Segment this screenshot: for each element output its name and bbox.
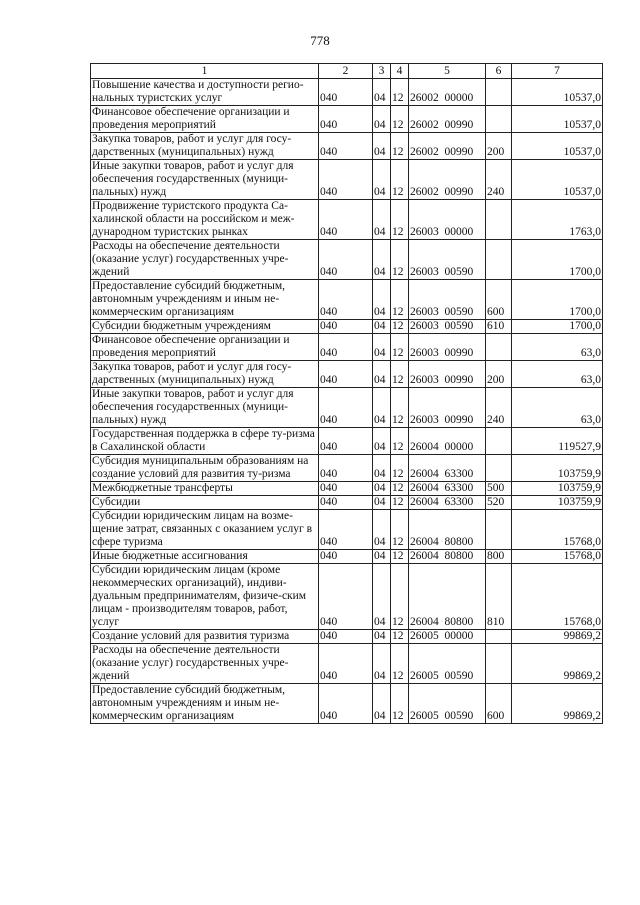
row-target-article: 26004 00000	[409, 428, 486, 455]
col-header-7: 7	[512, 64, 603, 79]
row-expense-type: 200	[486, 361, 512, 388]
row-amount: 15768,0	[512, 510, 603, 550]
row-expense-type	[486, 428, 512, 455]
row-target-article: 26002 00990	[409, 133, 486, 160]
row-amount: 10537,0	[512, 79, 603, 106]
row-amount: 10537,0	[512, 106, 603, 133]
row-expense-type: 500	[486, 482, 512, 496]
row-expense-type	[486, 630, 512, 644]
row-amount: 119527,9	[512, 428, 603, 455]
table-row	[91, 334, 603, 361]
table-row	[91, 482, 603, 496]
row-name: Повышение качества и доступности регио-нальных туристских услуг	[91, 79, 319, 106]
row-name: Государственная поддержка в сфере ту-ризма в Сахалинской области	[91, 428, 319, 455]
budget-table	[90, 63, 603, 724]
row-name: Предоставление субсидий бюджетным, автономным учреждениям и иным не-коммерческим организациям	[91, 280, 319, 320]
table-row	[91, 550, 603, 564]
row-name: Субсидии юридическим лицам (кроме некоммерческих организаций), индиви-дуальным предпринимателям, физиче-ским лицам - производителям товаров, работ, услуг	[91, 564, 319, 630]
row-section: 04	[373, 428, 391, 455]
row-name: Создание условий для развития туризма	[91, 630, 319, 644]
row-admin-code: 040	[319, 160, 373, 200]
table-row	[91, 79, 603, 106]
row-expense-type: 200	[486, 133, 512, 160]
row-amount: 1700,0	[512, 240, 603, 280]
row-subsection: 12	[391, 482, 409, 496]
row-target-article: 26003 00590	[409, 320, 486, 334]
row-section: 04	[373, 133, 391, 160]
row-amount: 63,0	[512, 334, 603, 361]
row-amount: 63,0	[512, 361, 603, 388]
row-expense-type	[486, 200, 512, 240]
row-amount: 15768,0	[512, 564, 603, 630]
page-number: 778	[310, 33, 330, 48]
row-target-article: 26004 63300	[409, 455, 486, 482]
row-section: 04	[373, 280, 391, 320]
table-row	[91, 564, 603, 630]
row-amount: 1700,0	[512, 320, 603, 334]
row-amount: 99869,2	[512, 684, 603, 724]
table-row	[91, 200, 603, 240]
row-amount: 63,0	[512, 388, 603, 428]
row-admin-code: 040	[319, 320, 373, 334]
row-name: Расходы на обеспечение деятельности (оказание услуг) государственных учре-ждений	[91, 240, 319, 280]
col-header-5: 5	[409, 64, 486, 79]
table-row	[91, 684, 603, 724]
table-body	[91, 79, 603, 724]
row-target-article: 26003 00990	[409, 388, 486, 428]
row-subsection: 12	[391, 496, 409, 510]
row-expense-type: 810	[486, 564, 512, 630]
row-name: Финансовое обеспечение организации и проведения мероприятий	[91, 334, 319, 361]
row-subsection: 12	[391, 388, 409, 428]
row-subsection: 12	[391, 79, 409, 106]
header-row	[91, 64, 603, 79]
row-section: 04	[373, 564, 391, 630]
row-expense-type	[486, 455, 512, 482]
row-expense-type	[486, 510, 512, 550]
row-amount: 10537,0	[512, 133, 603, 160]
row-target-article: 26003 00990	[409, 334, 486, 361]
row-admin-code: 040	[319, 334, 373, 361]
row-admin-code: 040	[319, 200, 373, 240]
table-row	[91, 455, 603, 482]
row-admin-code: 040	[319, 79, 373, 106]
row-section: 04	[373, 496, 391, 510]
row-target-article: 26003 00590	[409, 280, 486, 320]
row-expense-type	[486, 334, 512, 361]
row-amount: 103759,9	[512, 482, 603, 496]
row-amount: 103759,9	[512, 496, 603, 510]
row-admin-code: 040	[319, 133, 373, 160]
row-name: Расходы на обеспечение деятельности (оказание услуг) государственных учре-ждений	[91, 644, 319, 684]
table-row	[91, 320, 603, 334]
row-section: 04	[373, 550, 391, 564]
table-row	[91, 496, 603, 510]
row-name: Субсидии	[91, 496, 319, 510]
table-row	[91, 106, 603, 133]
row-subsection: 12	[391, 361, 409, 388]
row-target-article: 26003 00590	[409, 240, 486, 280]
table-row	[91, 630, 603, 644]
row-section: 04	[373, 361, 391, 388]
col-header-6: 6	[486, 64, 512, 79]
table-row	[91, 280, 603, 320]
row-expense-type	[486, 240, 512, 280]
row-name: Предоставление субсидий бюджетным, автономным учреждениям и иным не-коммерческим организациям	[91, 684, 319, 724]
row-subsection: 12	[391, 550, 409, 564]
row-admin-code: 040	[319, 482, 373, 496]
table-row	[91, 160, 603, 200]
row-name: Субсидии бюджетным учреждениям	[91, 320, 319, 334]
row-section: 04	[373, 644, 391, 684]
row-admin-code: 040	[319, 684, 373, 724]
row-section: 04	[373, 684, 391, 724]
row-section: 04	[373, 79, 391, 106]
row-name: Субсидия муниципальным образованиям на создание условий для развития ту-ризма	[91, 455, 319, 482]
col-header-2: 2	[319, 64, 373, 79]
row-name: Финансовое обеспечение организации и проведения мероприятий	[91, 106, 319, 133]
row-subsection: 12	[391, 160, 409, 200]
row-subsection: 12	[391, 510, 409, 550]
table-row	[91, 428, 603, 455]
row-name: Иные закупки товаров, работ и услуг для обеспечения государственных (муници-пальных) нужд	[91, 160, 319, 200]
row-admin-code: 040	[319, 510, 373, 550]
row-admin-code: 040	[319, 361, 373, 388]
row-expense-type: 600	[486, 280, 512, 320]
row-admin-code: 040	[319, 644, 373, 684]
row-target-article: 26002 00990	[409, 160, 486, 200]
row-subsection: 12	[391, 200, 409, 240]
row-admin-code: 040	[319, 280, 373, 320]
row-section: 04	[373, 334, 391, 361]
row-target-article: 26002 00990	[409, 106, 486, 133]
row-target-article: 26005 00000	[409, 630, 486, 644]
row-admin-code: 040	[319, 428, 373, 455]
row-subsection: 12	[391, 320, 409, 334]
row-admin-code: 040	[319, 106, 373, 133]
row-target-article: 26003 00000	[409, 200, 486, 240]
row-section: 04	[373, 320, 391, 334]
row-subsection: 12	[391, 455, 409, 482]
row-admin-code: 040	[319, 630, 373, 644]
table-row	[91, 361, 603, 388]
row-expense-type: 240	[486, 160, 512, 200]
row-target-article: 26002 00000	[409, 79, 486, 106]
table-row	[91, 388, 603, 428]
row-subsection: 12	[391, 630, 409, 644]
row-section: 04	[373, 106, 391, 133]
table-row	[91, 644, 603, 684]
row-amount: 15768,0	[512, 550, 603, 564]
row-name: Иные бюджетные ассигнования	[91, 550, 319, 564]
row-name: Закупка товаров, работ и услуг для госу-дарственных (муниципальных) нужд	[91, 361, 319, 388]
row-name: Иные закупки товаров, работ и услуг для обеспечения государственных (муници-пальных) нужд	[91, 388, 319, 428]
row-section: 04	[373, 388, 391, 428]
row-subsection: 12	[391, 106, 409, 133]
row-target-article: 26005 00590	[409, 644, 486, 684]
row-amount: 1700,0	[512, 280, 603, 320]
row-expense-type	[486, 79, 512, 106]
row-amount: 99869,2	[512, 630, 603, 644]
col-header-1: 1	[91, 64, 319, 79]
row-target-article: 26004 80800	[409, 564, 486, 630]
row-name: Продвижение туристского продукта Са-халинской области на российском и меж-дународном туристских рынках	[91, 200, 319, 240]
row-expense-type: 520	[486, 496, 512, 510]
row-section: 04	[373, 200, 391, 240]
row-subsection: 12	[391, 280, 409, 320]
row-admin-code: 040	[319, 455, 373, 482]
row-expense-type: 800	[486, 550, 512, 564]
row-expense-type	[486, 106, 512, 133]
table-row	[91, 133, 603, 160]
row-target-article: 26004 63300	[409, 496, 486, 510]
row-name: Закупка товаров, работ и услуг для госу-дарственных (муниципальных) нужд	[91, 133, 319, 160]
row-expense-type: 240	[486, 388, 512, 428]
row-amount: 10537,0	[512, 160, 603, 200]
row-expense-type	[486, 644, 512, 684]
row-section: 04	[373, 482, 391, 496]
row-target-article: 26004 80800	[409, 510, 486, 550]
row-amount: 99869,2	[512, 644, 603, 684]
row-subsection: 12	[391, 334, 409, 361]
row-amount: 103759,9	[512, 455, 603, 482]
row-section: 04	[373, 455, 391, 482]
row-admin-code: 040	[319, 564, 373, 630]
row-target-article: 26004 63300	[409, 482, 486, 496]
row-subsection: 12	[391, 644, 409, 684]
row-section: 04	[373, 160, 391, 200]
row-subsection: 12	[391, 428, 409, 455]
row-admin-code: 040	[319, 388, 373, 428]
col-header-3: 3	[373, 64, 391, 79]
row-subsection: 12	[391, 240, 409, 280]
row-expense-type: 600	[486, 684, 512, 724]
row-name: Межбюджетные трансферты	[91, 482, 319, 496]
row-amount: 1763,0	[512, 200, 603, 240]
row-section: 04	[373, 630, 391, 644]
row-target-article: 26004 80800	[409, 550, 486, 564]
table-row	[91, 240, 603, 280]
row-expense-type: 610	[486, 320, 512, 334]
row-subsection: 12	[391, 684, 409, 724]
row-subsection: 12	[391, 133, 409, 160]
row-admin-code: 040	[319, 240, 373, 280]
col-header-4: 4	[391, 64, 409, 79]
row-name: Субсидии юридическим лицам на возме-щение затрат, связанных с оказанием услуг в сфере туризма	[91, 510, 319, 550]
row-admin-code: 040	[319, 496, 373, 510]
row-subsection: 12	[391, 564, 409, 630]
row-admin-code: 040	[319, 550, 373, 564]
row-target-article: 26003 00990	[409, 361, 486, 388]
row-section: 04	[373, 240, 391, 280]
row-target-article: 26005 00590	[409, 684, 486, 724]
row-section: 04	[373, 510, 391, 550]
table-row	[91, 510, 603, 550]
